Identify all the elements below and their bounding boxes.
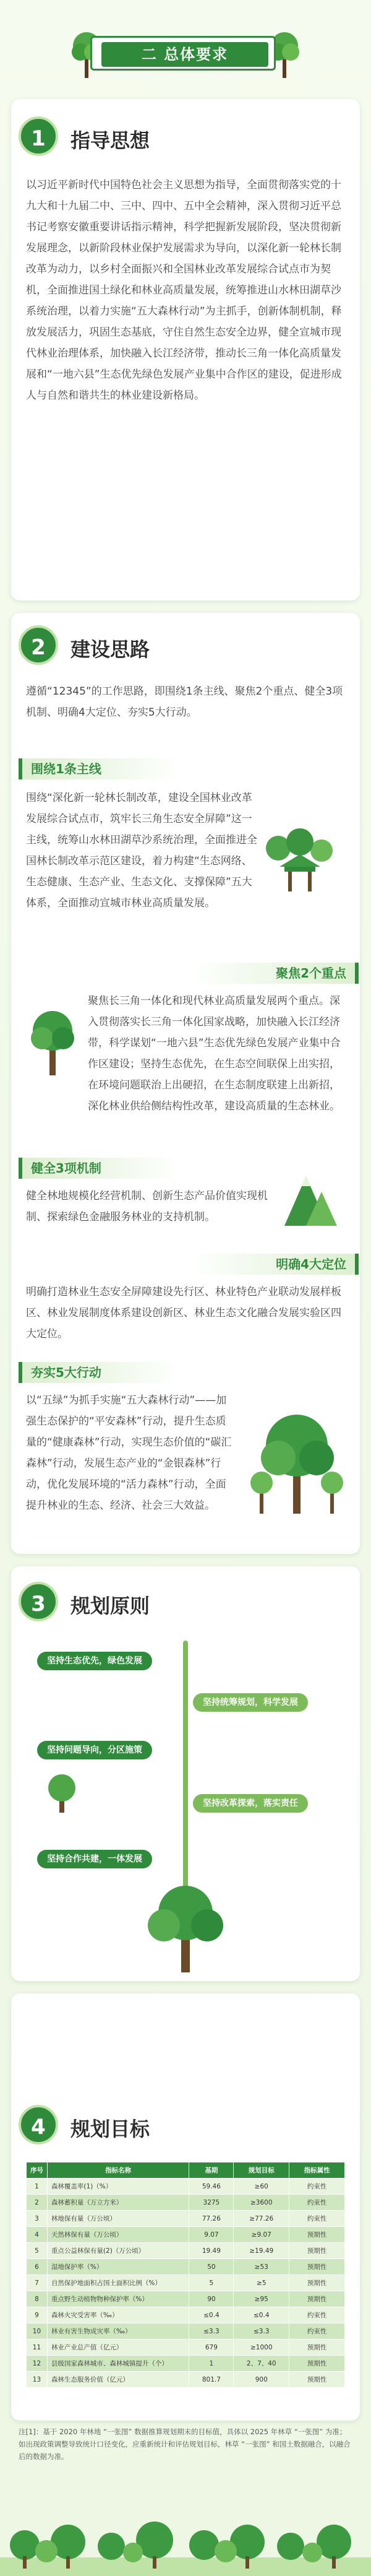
- subheading-three-mechanisms: 健全3项机制: [19, 1158, 179, 1179]
- table-cell: 预期性: [289, 2340, 345, 2356]
- table-row: [27, 2307, 345, 2323]
- subheading-four-positions: 明确4大定位: [192, 1254, 359, 1275]
- subheading-main-line: 围绕1条主线: [19, 758, 179, 779]
- table-cell: 约束性: [289, 2195, 345, 2211]
- table-cell: 林业产业总产值（亿元）: [47, 2340, 189, 2356]
- table-cell: 4: [27, 2227, 48, 2243]
- table-cell: ≥3600: [234, 2195, 289, 2211]
- table-row: [27, 2195, 345, 2211]
- principle-pill: 坚持合作共建，一体发展: [37, 1850, 152, 1868]
- table-cell: 11: [27, 2340, 48, 2356]
- table-cell: 1: [27, 2179, 48, 2195]
- principle-pill: 坚持改革探索，落实责任: [193, 1794, 308, 1813]
- table-cell: 约束性: [289, 2307, 345, 2323]
- table-row: [27, 2179, 345, 2195]
- table-cell: ≥9.07: [234, 2227, 289, 2243]
- table-cell: 9.07: [189, 2227, 234, 2243]
- table-row: [27, 2275, 345, 2291]
- three-mechanisms-text: 健全林地规模化经营机制、创新生态产品价值实现机制、探索绿色金融服务林业的支持机制。: [26, 1190, 268, 1223]
- table-cell: 约束性: [289, 2211, 345, 2227]
- table-cell: 7: [27, 2275, 48, 2291]
- table-header: 指标名称: [47, 2162, 189, 2179]
- table-cell: 约束性: [289, 2179, 345, 2195]
- table-cell: 2、7、40: [234, 2356, 289, 2372]
- table-header: 指标属性: [289, 2162, 345, 2179]
- section-number: 3: [19, 1582, 58, 1621]
- table-cell: 天然林保有量（万公顷）: [47, 2227, 189, 2243]
- section-title: 规划目标: [70, 2117, 150, 2141]
- table-cell: 预期性: [289, 2356, 345, 2372]
- table-cell: 12: [27, 2356, 48, 2372]
- table-row: [27, 2291, 345, 2307]
- table-cell: ≤3.3: [189, 2323, 234, 2340]
- table-cell: 6: [27, 2259, 48, 2275]
- table-header-row: [27, 2162, 345, 2179]
- table-row: [27, 2372, 345, 2388]
- mountain-icon: [278, 1164, 340, 1232]
- table-cell: 森林覆盖率(1)（%）: [47, 2179, 189, 2195]
- section-2-header: [19, 625, 204, 669]
- table-row: [27, 2323, 345, 2340]
- table-cell: 77.26: [189, 2211, 234, 2227]
- table-row: [27, 2227, 345, 2243]
- two-focuses-text: 聚焦长三角一体化和现代林业高质量发展两个重点。深入贯彻落实长三角一体化国家战略，加快融入长江经济带，科学谋划“一地六县”生态优先绿色发展产业集中合作区建设；坚持生态优先，在生态空间联保上出实招，在环境问题联治上出硬招，在生态制度联建上出新招，深化林业供给侧结构性改革，建设高质量的生态林业。: [88, 995, 341, 1112]
- table-cell: ≥1000: [234, 2340, 289, 2356]
- table-cell: ≥53: [234, 2259, 289, 2275]
- table-cell: ≥19.49: [234, 2243, 289, 2259]
- section-number: 1: [19, 116, 58, 156]
- table-cell: 5: [27, 2243, 48, 2259]
- table-cell: 林业有害生物成灾率（‰）: [47, 2323, 189, 2340]
- table-cell: 约束性: [289, 2323, 345, 2340]
- table-cell: 预期性: [289, 2372, 345, 2388]
- table-cell: 3275: [189, 2195, 234, 2211]
- forest-icon: [247, 1396, 346, 1520]
- table-cell: 679: [189, 2340, 234, 2356]
- table-cell: ≥5: [234, 2275, 289, 2291]
- tree-pavilion-icon: [266, 823, 334, 898]
- tree-icon: [25, 1006, 80, 1080]
- section-4-header: [19, 2105, 204, 2148]
- table-cell: 8: [27, 2291, 48, 2307]
- table-cell: 重点公益林保有量(2)（万公顷）: [47, 2243, 189, 2259]
- table-cell: 90: [189, 2291, 234, 2307]
- table-cell: 森林生态服务价值（亿元）: [47, 2372, 189, 2388]
- table-cell: ≤3.3: [234, 2323, 289, 2340]
- subheading-two-focuses: 聚焦2个重点: [192, 963, 359, 984]
- section-title: 规划原则: [70, 1594, 150, 1618]
- table-cell: ≥77.26: [234, 2211, 289, 2227]
- table-cell: 10: [27, 2323, 48, 2340]
- table-cell: ≥95: [234, 2291, 289, 2307]
- table-cell: 900: [234, 2372, 289, 2388]
- table-cell: 湿地保护率（%）: [47, 2259, 189, 2275]
- table-cell: 801.7: [189, 2372, 234, 2388]
- four-positions-text: 明确打造林业生态安全屏障建设先行区、林业特色产业联动发展样板区、林业发展制度体系建设创新区、林业生态文化融合发展实验区四大定位。: [26, 1286, 341, 1340]
- table-cell: 2: [27, 2195, 48, 2211]
- five-actions-text: 以“五绿”为抓手实施“五大森林行动”——加强生态保护的“平安森林”行动，提升生态质量的“健康森林”行动，实现生态价值的“碳汇森林”行动，发展生态产业的“金银森林”行动，优化发展环境的“活力森林”行动，全面提升林业的生态、经济、社会三大效益。: [26, 1394, 232, 1512]
- table-cell: 重点野生动植物物种保护率（%）: [47, 2291, 189, 2307]
- table-row: [27, 2356, 345, 2372]
- table-row: [27, 2211, 345, 2227]
- section-1-header: [19, 116, 204, 160]
- table-cell: ≤0.4: [189, 2307, 234, 2323]
- principle-pill: 坚持问题导向，分区施策: [37, 1741, 152, 1759]
- principle-pill: 坚持生态优先，绿色发展: [37, 1652, 152, 1670]
- table-cell: 森林蓄积量（万立方米）: [47, 2195, 189, 2211]
- table-cell: 50: [189, 2259, 234, 2275]
- table-cell: 预期性: [289, 2291, 345, 2307]
- main-line-text: 围绕“深化新一轮林长制改革，建设全国林业改革发展综合试点市，筑牢长三角生态安全屏障”这一主线，统筹山水林田湖草沙系统治理，全面推进全国林长制改革示范区建设，着力构建“生态网络、生态健康、生态产业、生态文化、支撑保障”五大体系，全面推动宣城市林业高质量发展。: [26, 792, 257, 909]
- table-cell: 林地保有量（万公顷）: [47, 2211, 189, 2227]
- table-cell: 3: [27, 2211, 48, 2227]
- section-title: 建设思路: [70, 638, 150, 661]
- table-header: 基期: [189, 2162, 234, 2179]
- table-row: [27, 2259, 345, 2275]
- table-cell: 预期性: [289, 2275, 345, 2291]
- thinking-intro-text: 遵循“12345”的工作思路，即围绕1条主线、聚焦2个重点、健全3项机制、明确4大定位、夯实5大行动。: [26, 685, 343, 719]
- table-cell: 预期性: [289, 2227, 345, 2243]
- table-cell: 19.49: [189, 2243, 234, 2259]
- table-cell: 1: [189, 2356, 234, 2372]
- table-row: [27, 2243, 345, 2259]
- section-number: 4: [19, 2105, 58, 2144]
- goals-table: [26, 2162, 345, 2388]
- guiding-ideology-text: 以习近平新时代中国特色社会主义思想为指导，全面贯彻落实党的十九大和十九届二中、三中、四中、五中全会精神，深入贯彻习近平总书记考察安徽重要讲话指示精神，科学把握新发展阶段，坚决贯彻新发展理念，以新阶段林业保护发展需求为导向，以深化新一轮林长制改革为动力，以乡村全面振兴和全国林业改革发展综合试点市为契机，全面推进国土绿化和林业高质量发展，统筹推进山水林田湖草沙系统治理，以着力实施“五大森林行动”为主抓手，创新体制机制，释放发展活力，巩固生态基底，守住自然生态安全边界，健全宣城市现代林业治理体系，加快融入长江经济带，推动长三角一体化高质量发展和“一地六县”生态优先绿色发展产业集中合作区的建设，促进形成人与自然和谐共生的林业建设新格局。: [26, 179, 342, 402]
- table-cell: 预期性: [289, 2259, 345, 2275]
- table-row: [27, 2340, 345, 2356]
- table-cell: 森林火灾受害率（‰）: [47, 2307, 189, 2323]
- tree-icon: [133, 1882, 238, 1975]
- table-cell: 59.46: [189, 2179, 234, 2195]
- tree-icon: [43, 1771, 80, 1814]
- banner-title: 二 总体要求: [101, 42, 268, 67]
- table-cell: 预期性: [289, 2243, 345, 2259]
- table-cell: ≥60: [234, 2179, 289, 2195]
- section-banner: [68, 25, 303, 82]
- table-header: 序号: [27, 2162, 48, 2179]
- table-header: 规划目标: [234, 2162, 289, 2179]
- principle-pill: 坚持统筹规划，科学发展: [193, 1693, 308, 1712]
- table-cell: 自然保护地面积占国土面积比例（%）: [47, 2275, 189, 2291]
- section-title: 指导思想: [70, 129, 150, 152]
- forest-footer-illustration: [0, 2508, 371, 2576]
- section-3-header: [19, 1582, 204, 1625]
- table-cell: 13: [27, 2372, 48, 2388]
- table-cell: 县级国家森林城市、森林城镇提升（个）: [47, 2356, 189, 2372]
- subheading-five-actions: 夯实5大行动: [19, 1362, 179, 1383]
- footnote: 注[1]：基于 2020 年林地 “一张图” 数据推算规划期末的目标值，具体以 2025 年林草 “一张图” 为准；如出现政策调整导致统计口径变化，应重新统计和评估规划目标，林草 “一张图” 和国土数据融合，以融合后的数据为准。: [19, 2427, 351, 2461]
- table-cell: 9: [27, 2307, 48, 2323]
- table-cell: ≤0.4: [234, 2307, 289, 2323]
- table-cell: 5: [189, 2275, 234, 2291]
- section-number: 2: [19, 625, 58, 665]
